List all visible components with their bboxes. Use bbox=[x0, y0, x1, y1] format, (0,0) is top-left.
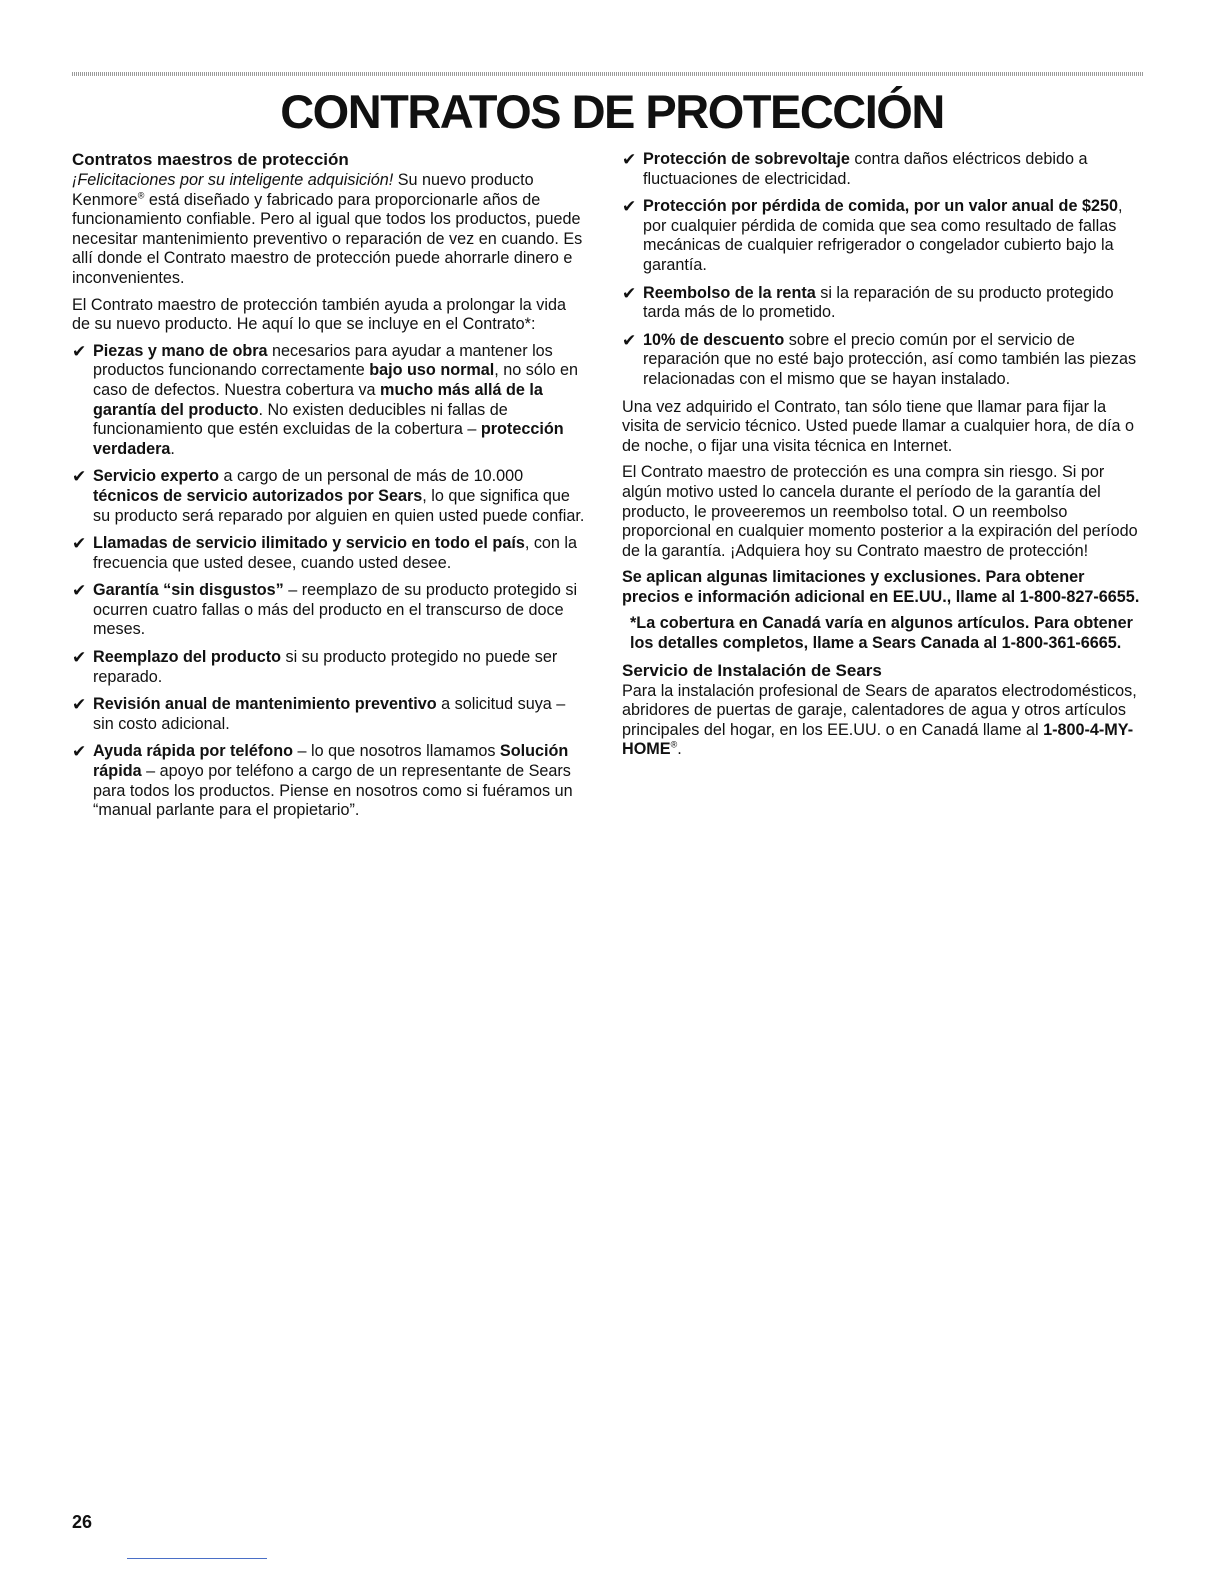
bottom-rule bbox=[127, 1558, 267, 1559]
checkmark-icon: ✔ bbox=[622, 150, 637, 169]
checkmark-icon: ✔ bbox=[72, 534, 87, 554]
install-phone: 1-800-4-MY-HOME bbox=[622, 720, 1134, 759]
list-item: ✔ Llamadas de servicio ilimitado y servicio en todo el país, con la frecuencia que usted desee, cuando usted desee. bbox=[72, 534, 578, 572]
list-item: ✔ 10% de descuento sobre el precio común por el servicio de reparación que no esté bajo protección, así como también las piezas relacionadas con el mismo que se hayan instalado. bbox=[622, 330, 1137, 388]
list-item: ✔ Reembolso de la renta si la reparación de su producto protegido tarda más de lo prometido. bbox=[622, 283, 1114, 322]
install-paragraph: Para la instalación profesional de Sears de aparatos electrodomésticos, abridores de puertas de garaje, calentadores de agua y otros artículos principales del hogar, en los EE.UU. o en Canadá llame al 1-800-4-MY-HOME®. bbox=[622, 681, 1137, 759]
checkmark-icon: ✔ bbox=[622, 197, 637, 217]
list-item: ✔ Servicio experto a cargo de un personal de más de 10.000 técnicos de servicio autorizados por Sears, lo que significa que su producto será reparado por alguien en quien usted puede confiar. bbox=[72, 467, 585, 525]
list-item: ✔ Piezas y mano de obra necesarios para ayudar a mantener los productos funcionando correctamente bajo uso normal, no sólo en caso de defectos. Nuestra cobertura va mucho más allá de la garantía del producto. No existen deducibles ni fallas de funcionamiento que estén excluidas de la cobertura – protección verdadera. bbox=[72, 341, 578, 458]
checkmark-icon: ✔ bbox=[72, 742, 87, 762]
checkmark-icon: ✔ bbox=[622, 330, 637, 350]
list-item: ✔ Ayuda rápida por teléfono – lo que nosotros llamamos Solución rápida – apoyo por teléfono a cargo de un representante de Sears para todos los productos. Piense en nosotros como si fuéramos un “manual parlante para el propietario”. bbox=[72, 742, 573, 820]
checkmark-icon: ✔ bbox=[622, 283, 637, 303]
right-column bbox=[622, 150, 1142, 767]
section-heading-contratos: Contratos maestros de protección bbox=[72, 150, 349, 169]
checkmark-icon: ✔ bbox=[72, 648, 87, 668]
limitations-notice: Se aplican algunas limitaciones y exclusiones. Para obtener precios e información adicional en EE.UU., llame al 1-800-827-6655. bbox=[622, 568, 1140, 606]
section-heading-instalacion: Servicio de Instalación de Sears bbox=[622, 660, 882, 680]
paragraph-contrato: El Contrato maestro de protección también ayuda a prolongar la vida de su nuevo producto. He aquí lo que se incluye en el Contrato*: bbox=[72, 295, 567, 334]
paragraph-visita: Una vez adquirido el Contrato, tan sólo tiene que llamar para fijar la visita de servicio técnico. Usted puede llamar a cualquier hora, de día o de noche, o fijar una visita técnica en Internet. bbox=[622, 397, 1134, 455]
list-item: ✔ Reemplazo del producto si su producto protegido no puede ser reparado. bbox=[72, 648, 558, 686]
top-dotted-rule bbox=[72, 72, 1144, 76]
list-item: ✔ Revisión anual de mantenimiento preventivo a solicitud suya – sin costo adicional. bbox=[72, 695, 566, 733]
page-number: 26 bbox=[72, 1512, 93, 1532]
list-item: ✔ Garantía “sin disgustos” – reemplazo de su producto protegido si ocurren cuatro fallas o más del producto en el transcurso de doce meses. bbox=[72, 581, 578, 639]
checkmark-icon: ✔ bbox=[72, 581, 87, 601]
left-column bbox=[72, 150, 586, 829]
checkmark-icon: ✔ bbox=[72, 695, 87, 715]
list-item: ✔ Protección por pérdida de comida, por un valor anual de $250, por cualquier pérdida de comida que sea como resultado de fallas mecánicas de cualquier refrigerador o congelador cubierto bajo la garantía. bbox=[622, 197, 1123, 274]
canada-notice: *La cobertura en Canadá varía en algunos artículos. Para obtener los detalles completos, llame a Sears Canada al 1-800-361-6665. bbox=[630, 614, 1133, 653]
paragraph-sin-riesgo: El Contrato maestro de protección es una compra sin riesgo. Si por algún motivo usted lo cancela durante el período de la garantía del producto, le proveeremos un reembolso total. O un reembolso proporcional en cualquier momento posterior a la expiración del período de la garantía. ¡Adquiera hoy su Contrato maestro de protección! bbox=[622, 463, 1138, 560]
page-title: CONTRATOS DE PROTECCIÓN bbox=[280, 85, 944, 138]
intro-paragraph: ¡Felicitaciones por su inteligente adquisición! Su nuevo producto Kenmore® está diseñado y fabricado para proporcionarle años de funcionamiento confiable. Pero al igual que todos los productos, puede necesitar mantenimiento preventivo o reparación de vez en cuando. Es allí donde el Contrato maestro de protección puede ahorrarle dinero e inconvenientes. bbox=[72, 171, 583, 287]
list-item: ✔ Protección de sobrevoltaje contra daños eléctricos debido a fluctuaciones de electricidad. bbox=[622, 150, 1088, 188]
checkmark-icon: ✔ bbox=[72, 341, 87, 361]
checkmark-icon: ✔ bbox=[72, 467, 87, 487]
